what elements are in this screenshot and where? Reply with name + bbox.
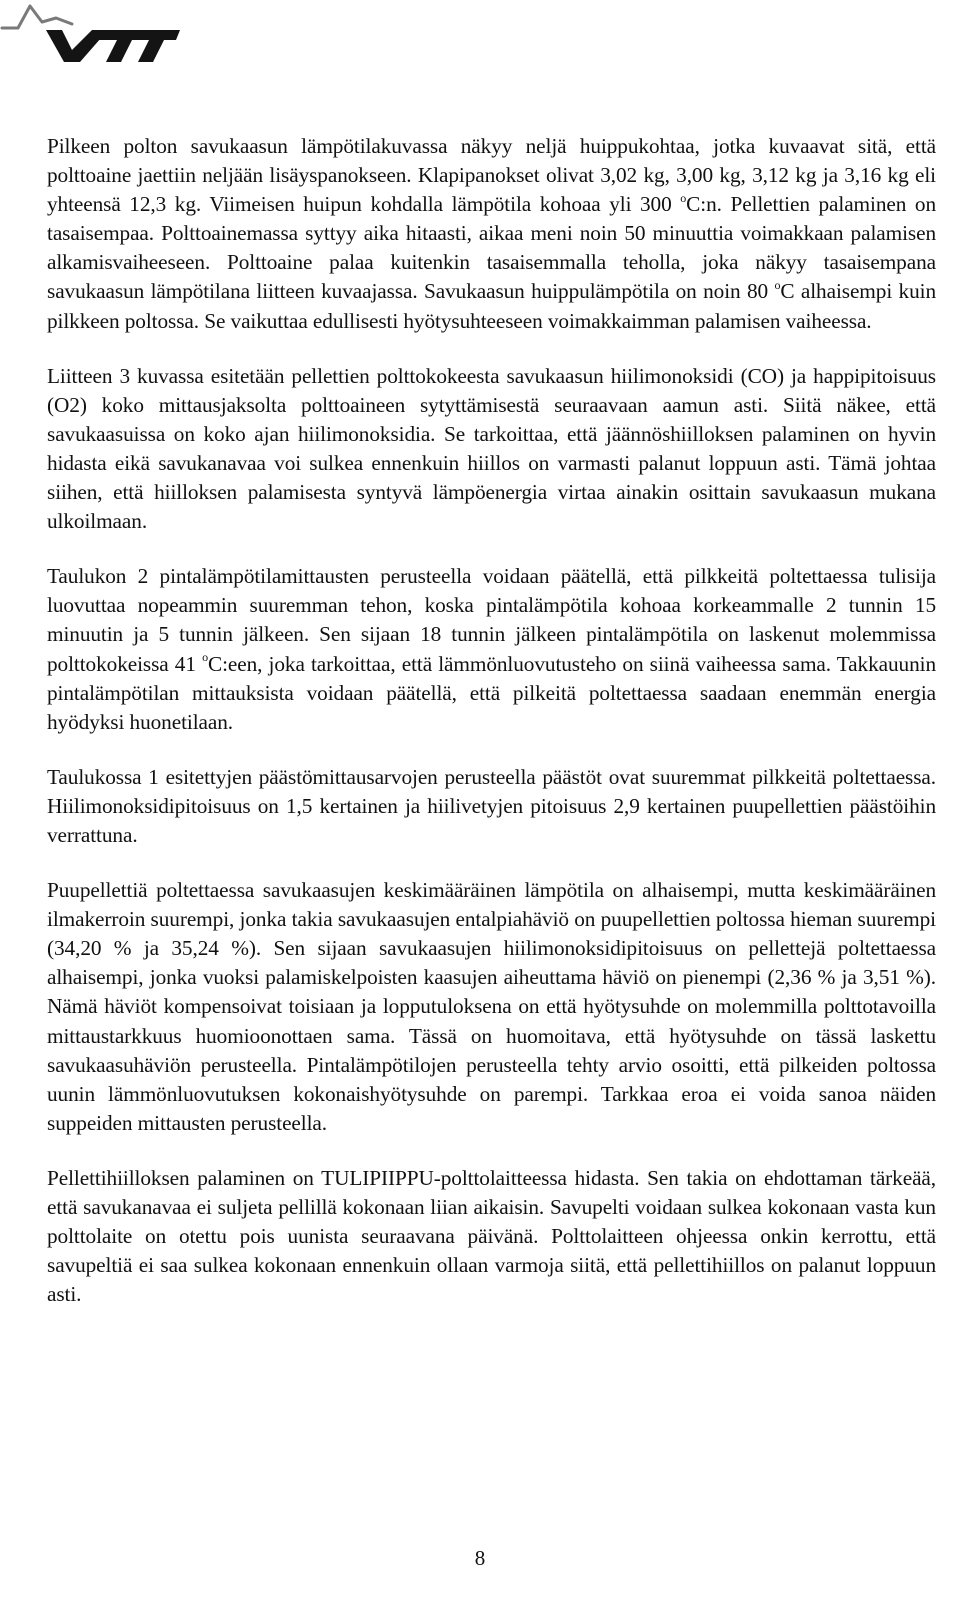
text-segment: C alhaisempi kuin pilkkeen poltossa. Se vaikuttaa edullisesti hyötysuhteeseen voimakkaimman palamisen vaiheessa. (47, 279, 936, 333)
page-number: 8 (474, 1546, 486, 1570)
text-segment: Taulukon 2 pintalämpötilamittausten perusteella voidaan päätellä, että pilkkeitä poltettaessa tulisija luovuttaa nopeammin suuremman tehon, koska pintalämpötila kohoaa korkeammalle 2 tunnin 15 minuutin ja 5 tunnin jälkeen. Sen sijaan 18 tunnin jälkeen pintalämpötila on laskenut molemmissa polttokokeissa 41 (47, 564, 936, 676)
degree-superscript: o (202, 650, 208, 665)
text-segment: Pellettihiilloksen palaminen on TULIPIIPPU-polttolaitteessa hidasta. Sen takia on ehdottaman tärkeää, että savukanavaa ei suljeta pellillä kokonaan liian aikaisin. Savupelti voidaan sulkea kokonaan vasta kun polttolaite on otettu pois uunista seuraavana päivänä. Polttolaitteen ohjeessa onkin kerrottu, että savupeltiä ei saa sulkea kokonaan ennenkuin ollaan varmoja siitä, että pellettihiillos on palanut loppuun asti. (47, 1165, 936, 1307)
vtt-logo-mark (0, 0, 190, 72)
text-segment: C:n. Pellettien palaminen on tasaisempaa. Polttoainemassa syttyy aika hitaasti, aikaa meni noin 50 minuuttia voimakkaan palamisen alkamisvaiheeseen. Polttoaine palaa kuitenkin tasaisemmalla teholla, joka näkyy tasaisempana savukaasun lämpötilana liitteen kuvaajassa. Savukaasun huippulämpötila on noin 80 (47, 192, 936, 304)
paragraph-surface-temperature (47, 562, 936, 737)
vtt-logo (0, 0, 190, 72)
degree-superscript: o (680, 191, 687, 206)
paragraph-emissions (47, 763, 936, 850)
paragraph-damper-guidance (47, 1164, 936, 1309)
document-body (47, 132, 936, 1335)
paragraph-carbon-monoxide (47, 362, 936, 537)
degree-superscript: o (774, 278, 781, 293)
text-segment: Liitteen 3 kuvassa esitetään pellettien polttokokeesta savukaasun hiilimonoksidi (CO) ja happipitoisuus (O2) koko mittausjaksolta polttoaineen sytyttämisestä seuraavaan aamun asti. Siitä näkee, että savukaasuissa on koko ajan hiilimonoksidia. Se tarkoittaa, että jäännöshiilloksen palaminen on hyvin hidasta eikä savukanavaa voi sulkea ennenkuin hiillos on varmasti palanut loppuun asti. Tämä johtaa siihen, että hiilloksen palamisesta syntyvä lämpöenergia virtaa ainakin osittain savukaasun mukana ulkoilmaan. (47, 363, 936, 534)
paragraph-flue-gas-temperature (47, 132, 936, 336)
text-segment: Puupellettiä poltettaessa savukaasujen keskimääräinen lämpötila on alhaisempi, mutta keskimääräinen ilmakerroin suurempi, jonka takia savukaasujen entalpiahäviö on puupellettien poltossa hieman suurempi (34,20 % ja 35,24 %). Sen sijaan savukaasujen hiilimonoksidipitoisuus on pellettejä poltettaessa alhaisempi, jonka vuoksi palamiskelpoisten kaasujen aiheuttama häviö on pienempi (2,36 % ja 3,51 %). Nämä häviöt kompensoivat toisiaan ja lopputuloksena on että hyötysuhde on molemmilla polttotavoilla mittaustarkkuus huomioonottaen sama. Tässä on huomoitava, että hyötysuhde on tässä laskettu savukaasuhäviön perusteella. Pintalämpötilojen perusteella tehty arvio osoitti, että pilkeiden poltossa uunin lämmönluovutuksen kokonaishyötysuhde on parempi. Tarkkaa eroa ei voida sanoa näiden suppeiden mittausten perusteella. (47, 878, 936, 1135)
paragraph-efficiency (47, 876, 936, 1138)
text-segment: Pilkeen polton savukaasun lämpötilakuvassa näkyy neljä huippukohtaa, jotka kuvaavat sitä, että polttoaine jaettiin neljään lisäyspanokseen. Klapipanokset olivat 3,02 kg, 3,00 kg, 3,12 kg ja 3,16 kg eli yhteensä 12,3 kg. Viimeisen huipun kohdalla lämpötila kohoaa yli 300 (47, 134, 936, 217)
text-segment: Taulukossa 1 esitettyjen päästömittausarvojen perusteella päästöt ovat suuremmat pilkkeitä poltettaessa. Hiilimonoksidipitoisuus on 1,5 kertainen ja hiilivetyjen pitoisuus 2,9 kertainen puupellettien päästöihin verrattuna. (47, 764, 936, 847)
text-segment: C:een, joka tarkoittaa, että lämmönluovutusteho on siinä vaiheessa sama. Takkauunin pintalämpötilan mittauksista voidaan päätellä, että pilkeitä poltettaessa saadaan enemmän energia hyödyksi huonetilaan. (47, 651, 936, 734)
